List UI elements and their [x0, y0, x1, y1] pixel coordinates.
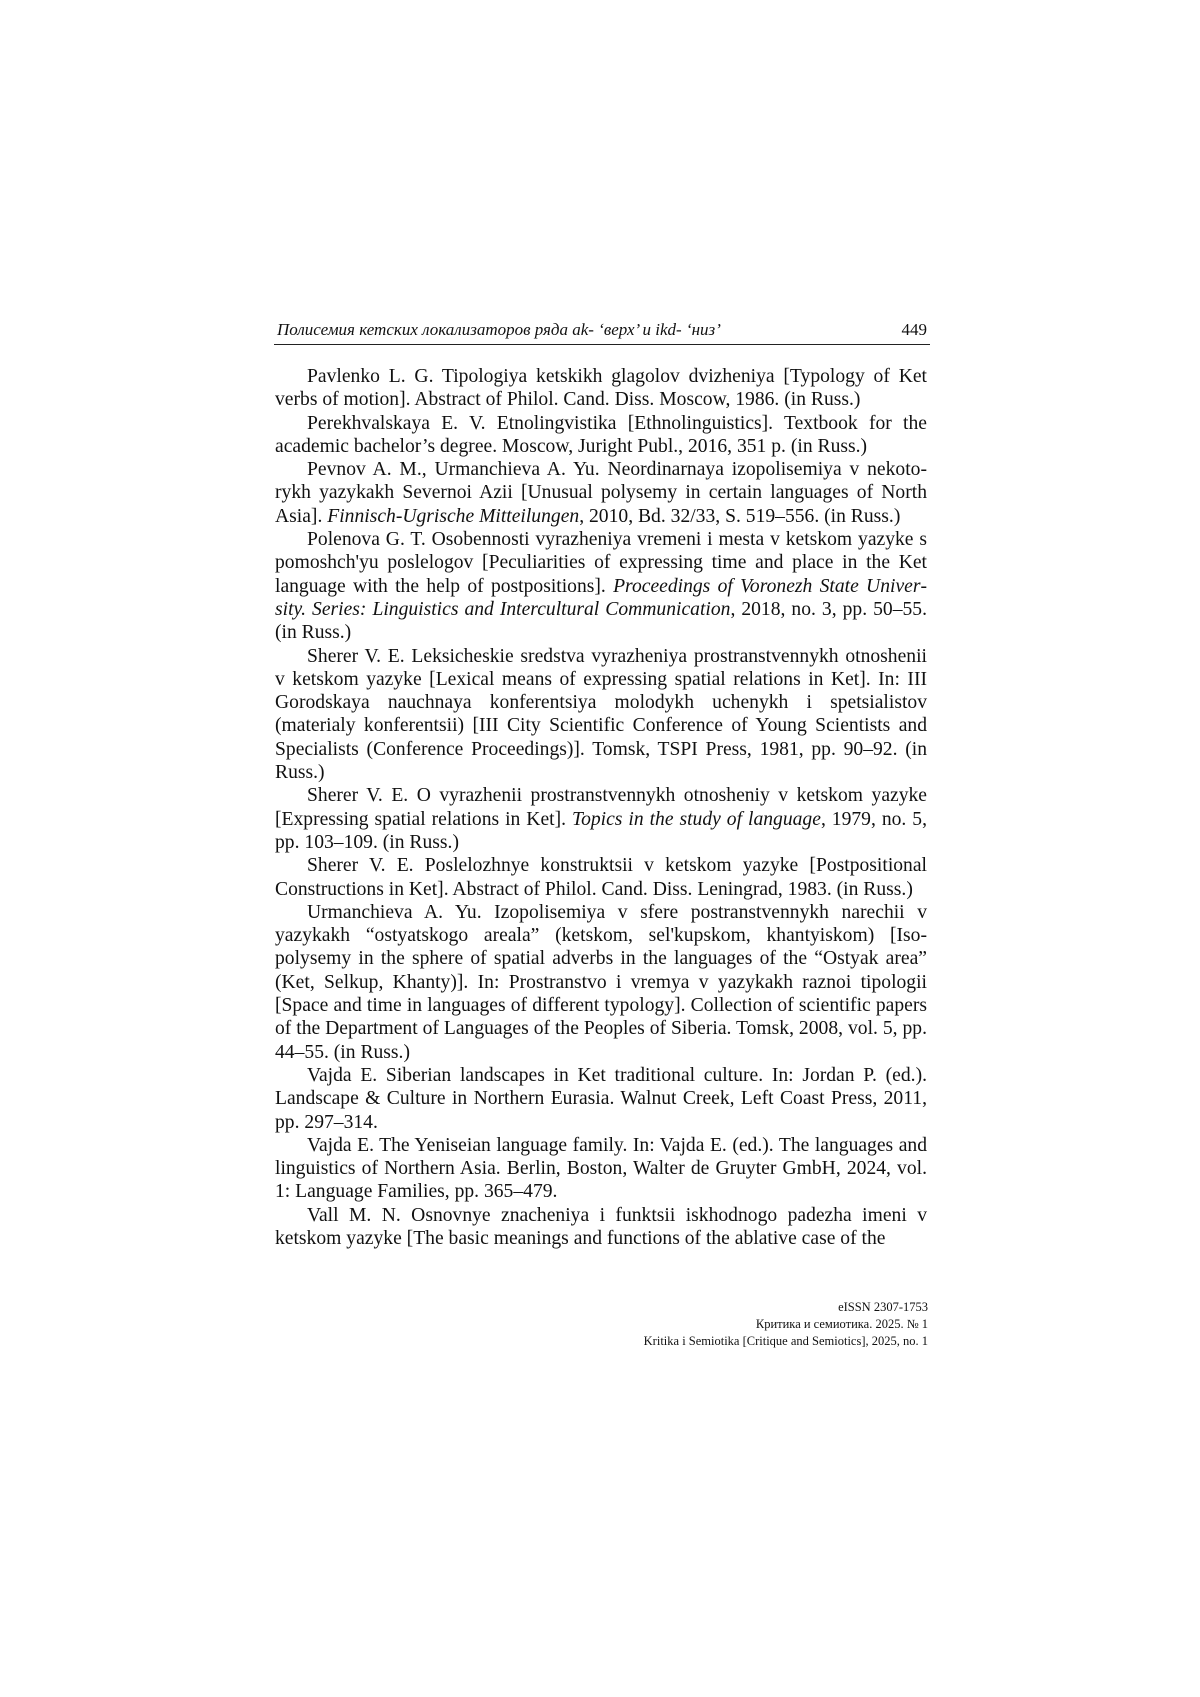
- footer-issn: eISSN 2307-1753: [644, 1299, 928, 1316]
- page-footer: [644, 1299, 928, 1350]
- running-title: Полисемия кетских локализаторов ряда ak- ‘верх’ и ikd- ‘низ’: [277, 320, 721, 340]
- reference-entry: Sherer V. E. Poslelozhnye konstruktsii v ketskom yazyke [Postpositional Constructions in Ket]. Abstract of Philol. Cand. Diss. Leningrad, 1983. (in Russ.): [275, 854, 927, 901]
- reference-entry: Pavlenko L. G. Tipologiya ketskikh glagolov dvizheniya [Typology of Ket verbs of motion]. Abstract of Philol. Cand. Diss. Moscow, 1986. (in Russ.): [275, 365, 927, 412]
- reference-entry: Sherer V. E. Leksicheskie sredstva vyrazheniya prostranstvennykh otnoshe­nii v ketskom yazyke [Lexical means of expressing spatial relations in Ket]. In: III Gorodskaya nauchnaya konferentsiya molodykh uchenykh i spetsialistov (materialy konferentsii) [III City Scientific Conference of Young Scientists and Specialists (Conference Proceedings)]. Tomsk, TSPI Press, 1981, pp. 90–92. (in Russ.): [275, 645, 927, 785]
- reference-entry: Vall M. N. Osnovnye znacheniya i funktsii iskhodnogo padezha imeni v ketskom yazyke [The basic meanings and functions of the ablative case of the: [275, 1204, 927, 1251]
- references-list: [275, 365, 927, 1250]
- footer-journal-ru: Критика и семиотика. 2025. № 1: [644, 1316, 928, 1333]
- page-number: 449: [902, 320, 928, 340]
- reference-entry: Pevnov A. M., Urmanchieva A. Yu. Neordinarnaya izopolisemiya v nekoto­rykh yazykakh Severnoi Azii [Unusual polysemy in certain languages of North Asia]. Finnisch-Ugrische Mitteilungen, 2010, Bd. 32/33, S. 519–556. (in Russ.): [275, 458, 927, 528]
- reference-entry: Sherer V. E. O vyrazhenii prostranstvennykh otnosheniy v ketskom yazyke [Expressing spatial relations in Ket]. Topics in the study of language, 1979, no. 5, pp. 103–109. (in Russ.): [275, 784, 927, 854]
- page-header: [274, 318, 930, 345]
- reference-entry: Perekhvalskaya E. V. Etnolingvistika [Ethnolinguistics]. Textbook for the academic bachelor’s degree. Moscow, Juright Publ., 2016, 351 p. (in Russ.): [275, 412, 927, 459]
- reference-entry: Urmanchieva A. Yu. Izopolisemiya v sfere postranstvennykh narechii v yazykakh “ostyatskogo areala” (ketskom, sel'kupskom, khantyiskom) [Iso­polysemy in the sphere of spatial adverbs in the languages of the “Ostyak area” (Ket, Selkup, Khanty)]. In: Prostranstvo i vremya v yazykakh raznoi tipologii [Space and time in languages of different typology]. Collection of scientific papers of the Department of Languages of the Peoples of Siberia. Tomsk, 2008, vol. 5, pp. 44–55. (in Russ.): [275, 901, 927, 1064]
- reference-entry: Vajda E. Siberian landscapes in Ket traditional culture. In: Jordan P. (ed.). Landscape & Culture in Northern Eurasia. Walnut Creek, Left Coast Press, 2011, pp. 297–314.: [275, 1064, 927, 1134]
- reference-entry: Polenova G. T. Osobennosti vyrazheniya vremeni i mesta v ketskom yazyke s pomoshch'yu poslelogov [Peculiarities of expressing time and place in the Ket language with the help of postpositions]. Proceedings of Voronezh State Univer­sity. Series: Linguistics and Intercultural Communication, 2018, no. 3, pp. 50–55. (in Russ.): [275, 528, 927, 644]
- reference-entry: Vajda E. The Yeniseian language family. In: Vajda E. (ed.). The languages and linguistics of Northern Asia. Berlin, Boston, Walter de Gruyter GmbH, 2024, vol. 1: Language Families, pp. 365–479.: [275, 1134, 927, 1204]
- footer-journal-en: Kritika i Semiotika [Critique and Semiotics], 2025, no. 1: [644, 1333, 928, 1350]
